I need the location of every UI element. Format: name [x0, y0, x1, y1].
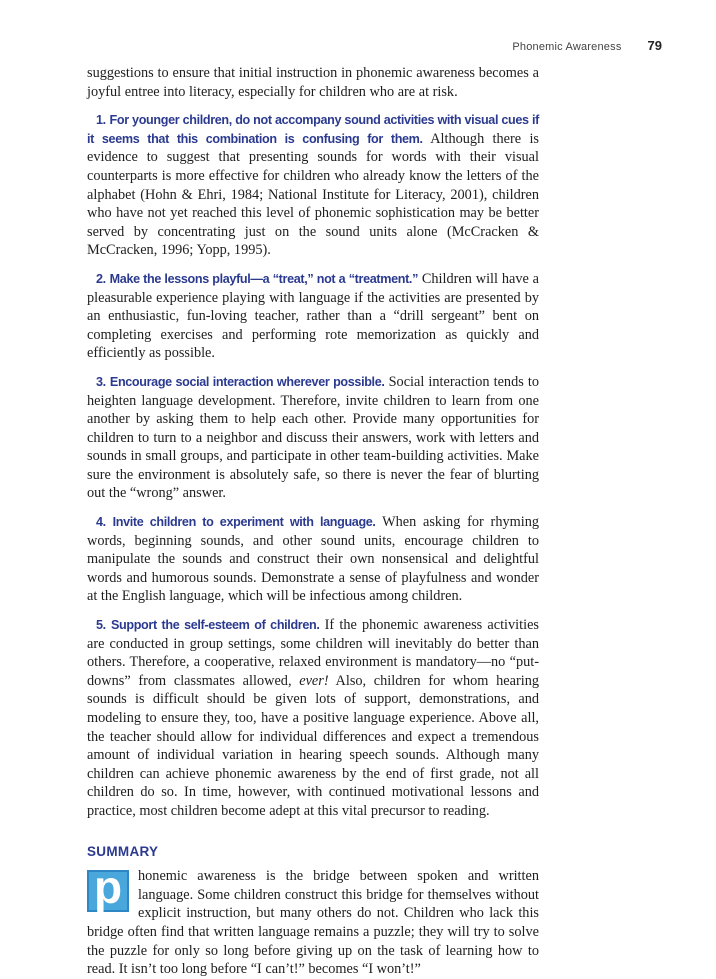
item-body: Social interaction tends to heighten language development. Therefore, invite children to learn from one another by asking them to help each other. Provide many opportunities for children to turn to a neighbor and discuss their answers, work with letters and sounds in small groups, and participate in other team-building activities. Make sure the environment is absolutely safe, so there is never the fear of blurting out the “wrong” answer. [87, 373, 539, 502]
list-item-2 [87, 270, 539, 363]
list-item-3 [87, 373, 539, 503]
item-body: If the phonemic awareness activities are conducted in group settings, some children will inevitably do better than others. Therefore, a cooperative, relaxed environment is mandatory—no “put-downs” from classmates allowed, [87, 617, 539, 689]
item-number: 1. [96, 113, 106, 128]
list-item-4 [87, 513, 539, 606]
item-lead: For younger children, do not accompany sound activities with visual cues if it seems that this combination is confusing for them. [87, 113, 539, 146]
item-lead: Support the self-esteem of children. [110, 618, 320, 633]
item-body: When asking for rhyming words, beginning sounds, and other sound units, encourage children to manipulate the sounds and construct their own nonsensical and delightful words and humorous sounds. Demonstrate a sense of playfulness and wonder at the English language, which will be infectious among children. [87, 514, 539, 605]
item-body: Children will have a pleasurable experience playing with language if the activities are presented by an enthusiastic, fun-loving teacher, rather than a “drill sergeant” bent on completing exercises and performing rote memorization as quickly and efficiently as possible. [87, 270, 539, 362]
intro-paragraph: suggestions to ensure that initial instruction in phonemic awareness becomes a joyful entree into literacy, especially for children who are at risk. [87, 65, 539, 100]
page-body [87, 64, 539, 979]
item-body: Although there is evidence to suggest that presenting sounds for words with their visual counterparts is more effective for children who already know the letters of the alphabet (Hohn & Ehri, 1984; National Institute for Literacy, 2001), children who have not yet reached this level of phonemic sophistication may be better served by concentrating just on the sound units alone (McCracken & McCracken, 1996; Yopp, 1995). [87, 130, 539, 259]
item-body-emphasis: ever! [299, 672, 329, 689]
item-lead: Encourage social interaction wherever possible. [109, 374, 385, 389]
summary-heading: SUMMARY [87, 843, 159, 859]
running-title: Phonemic Awareness [512, 41, 622, 53]
summary-paragraph [87, 861, 539, 979]
item-number: 3. [96, 374, 106, 389]
item-number: 4. [96, 515, 106, 530]
item-number: 5. [96, 618, 106, 633]
item-body: Also, children for whom hearing sounds is difficult should be given lots of support, demonstrations, and modeling to ensure they, too, have a positive language experience. Above all, the teacher should allow for individual differences and expect a tremendous amount of individual variation in hearing speech sounds. Although many children can achieve phonemic awareness by the end of first grade, not all children do so. In time, however, with continued motivational lessons and practice, most children become adept at this vital precursor to reading. [87, 672, 539, 819]
summary-text: honemic awareness is the bridge between spoken and written language. Some children construct this bridge for themselves without explicit instruction, but many others do not. Children who lack this bridge often find that written language remains a puzzle; they will try to solve the puzzle for only so long before giving up on the task of learning how to read. It isn’t too long before “I can’t!” becomes “I won’t!” [87, 868, 539, 978]
item-lead: Invite children to experiment with language. [112, 515, 376, 530]
item-number: 2. [96, 271, 106, 286]
list-item-1 [87, 111, 539, 260]
page-number: 79 [647, 38, 662, 53]
item-lead: Make the lessons playful—a “treat,” not a “treatment.” [109, 271, 419, 286]
running-header [512, 38, 662, 53]
dropcap-letter: p [87, 870, 129, 912]
list-item-5 [87, 616, 539, 821]
